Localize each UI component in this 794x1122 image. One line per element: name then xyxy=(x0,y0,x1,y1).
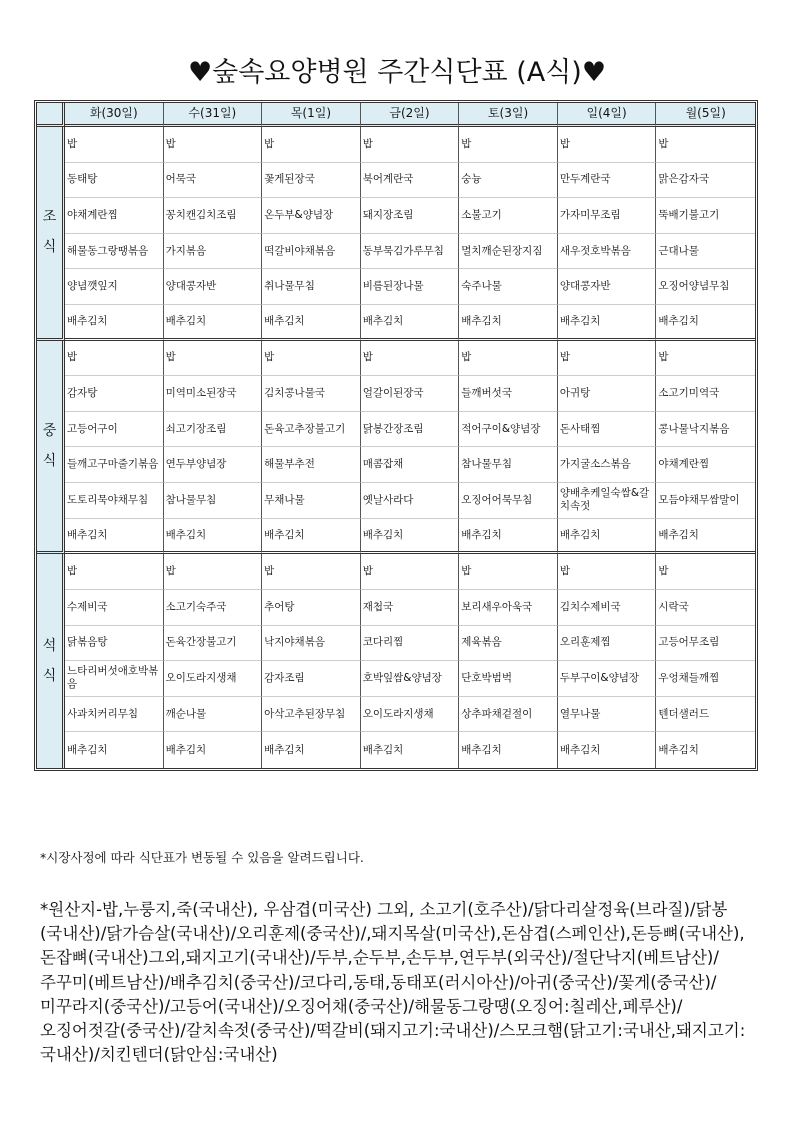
menu-cell: 근대나물 xyxy=(656,234,755,270)
menu-cell: 밥 xyxy=(361,127,460,163)
menu-cell: 낙지야채볶음 xyxy=(262,626,361,662)
menu-cell: 모듬야채무쌈말이 xyxy=(656,483,755,519)
menu-cell: 미역미소된장국 xyxy=(164,376,263,412)
menu-cell: 밥 xyxy=(65,127,164,163)
menu-cell: 시락국 xyxy=(656,590,755,626)
menu-cell: 재첩국 xyxy=(361,590,460,626)
menu-cell: 우엉채들깨찜 xyxy=(656,661,755,697)
menu-row xyxy=(37,305,755,341)
menu-cell: 추어탕 xyxy=(262,590,361,626)
menu-cell: 야채계란찜 xyxy=(656,447,755,483)
menu-cell: 밥 xyxy=(558,554,657,590)
menu-cell: 텐더샐러드 xyxy=(656,697,755,733)
day-header: 목(1일) xyxy=(262,103,361,127)
day-header: 토(3일) xyxy=(459,103,558,127)
menu-cell: 숭늉 xyxy=(459,163,558,199)
menu-cell: 열무나물 xyxy=(558,697,657,733)
day-header-row xyxy=(37,103,755,127)
menu-row xyxy=(37,590,755,626)
day-header: 수(31일) xyxy=(164,103,263,127)
menu-cell: 밥 xyxy=(164,341,263,377)
menu-cell: 밥 xyxy=(558,127,657,163)
menu-cell: 배추김치 xyxy=(361,732,460,768)
menu-cell: 밥 xyxy=(164,127,263,163)
menu-body xyxy=(37,127,755,768)
menu-cell: 숙주나물 xyxy=(459,269,558,305)
menu-cell: 만두계란국 xyxy=(558,163,657,199)
menu-cell: 동태탕 xyxy=(65,163,164,199)
menu-cell: 배추김치 xyxy=(658,743,699,756)
menu-cell: 깨순나물 xyxy=(164,697,263,733)
menu-row xyxy=(37,198,755,234)
menu-cell: 도토리묵야채무침 xyxy=(65,483,164,519)
menu-row xyxy=(37,376,755,412)
menu-row xyxy=(37,269,755,305)
menu-cell: 가지볶음 xyxy=(164,234,263,270)
menu-cell: 밥 xyxy=(558,341,657,377)
menu-cell: 소고기숙주국 xyxy=(164,590,263,626)
menu-cell: 고등어무조림 xyxy=(656,626,755,662)
menu-cell: 오징어어묵무침 xyxy=(459,483,558,519)
menu-cell: 밥 xyxy=(656,127,755,163)
menu-cell: 돼지장조림 xyxy=(361,198,460,234)
menu-cell: 밥 xyxy=(262,554,361,590)
menu-cell: 제육볶음 xyxy=(459,626,558,662)
menu-cell: 돈육고추장불고기 xyxy=(262,412,361,448)
menu-cell: 양대콩자반 xyxy=(164,269,263,305)
menu-cell: 배추김치 xyxy=(656,519,755,555)
menu-cell: 쇠고기장조림 xyxy=(164,412,263,448)
day-header: 월(5일) xyxy=(656,103,755,127)
menu-cell: 배추김치 xyxy=(65,732,164,768)
weekly-menu-table xyxy=(34,100,758,771)
menu-row xyxy=(37,412,755,448)
menu-cell: 오징어양념무침 xyxy=(656,269,755,305)
menu-cell: 비름된장나물 xyxy=(361,269,460,305)
notice-text: *시장사정에 따라 식단표가 변동될 수 있음을 알려드립니다. xyxy=(40,850,364,865)
menu-cell: 배추김치 xyxy=(459,305,558,341)
menu-cell: 감자탕 xyxy=(65,376,164,412)
menu-cell: 오이도라지생채 xyxy=(361,697,460,733)
header-corner xyxy=(37,103,65,127)
menu-cell: 아귀탕 xyxy=(558,376,657,412)
menu-cell: 배추김치 xyxy=(65,305,164,341)
menu-row xyxy=(37,661,755,697)
menu-cell: 북어계란국 xyxy=(361,163,460,199)
menu-cell: 무채나물 xyxy=(262,483,361,519)
menu-cell: 밥 xyxy=(65,554,164,590)
menu-cell: 밥 xyxy=(262,127,361,163)
menu-row xyxy=(37,554,755,590)
menu-cell: 느타리버섯애호박볶음 xyxy=(65,661,164,697)
menu-cell: 밥 xyxy=(459,127,558,163)
menu-row xyxy=(37,732,755,768)
menu-row xyxy=(37,234,755,270)
menu-cell: 배추김치 xyxy=(262,732,361,768)
menu-cell: 해물부추전 xyxy=(262,447,361,483)
menu-cell: 김치콩나물국 xyxy=(262,376,361,412)
menu-cell: 배추김치 xyxy=(262,519,361,555)
menu-cell: 소고기미역국 xyxy=(656,376,755,412)
menu-cell: 밥 xyxy=(361,554,460,590)
menu-cell: 고등어구이 xyxy=(65,412,164,448)
menu-cell: 코다리찜 xyxy=(361,626,460,662)
menu-cell: 닭볶음탕 xyxy=(65,626,164,662)
menu-cell: 배추김치 xyxy=(361,305,460,341)
menu-cell: 소불고기 xyxy=(459,198,558,234)
menu-cell: 오리훈제찜 xyxy=(558,626,657,662)
menu-cell: 오이도라지생채 xyxy=(164,661,263,697)
menu-cell: 수제비국 xyxy=(65,590,164,626)
menu-cell: 밥 xyxy=(361,341,460,377)
menu-cell: 꽁치캔김치조림 xyxy=(164,198,263,234)
origin-info: *원산지-밥,누룽지,죽(국내산), 우삼겹(미국산) 그외, 소고기(호주산)/닭다리살정육(브라질)/닭봉(국내산)/닭가슴살(국내산)/오리훈제(중국산)/,돼지목살(미국산),돈삼겹(스페인산),돈등뼈(국내산),돈잡뼈(국내산)그외,돼지고기(국내산)/두부,순두부,손두부,연두부(외국산)/절단낙지(베트남산)/주꾸미(베트남산)/배추김치(중국산)/코다리,동태,동태포(러시아산)/아귀(중국산)/꽃게(중국산)/미꾸라지(중국산)/고등어(국내산)/오징어채(중국산)/해물동그랑땡(오징어:칠레산,페루산)/오징어젓갈(중국산)/갈치속젓(중국산)/떡갈비(돼지고기:국내산)/스모크햄(닭고기:국내산,돼지고기:국내산)/치킨텐더(닭안심:국내산) xyxy=(40,900,746,1065)
menu-row xyxy=(37,697,755,733)
menu-cell: 배추김치 xyxy=(656,305,755,341)
day-header: 일(4일) xyxy=(558,103,657,127)
menu-cell: 밥 xyxy=(656,341,755,377)
menu-cell: 배추김치 xyxy=(65,519,164,555)
menu-row xyxy=(37,127,755,163)
menu-row xyxy=(37,341,755,377)
menu-cell: 배추김치 xyxy=(558,732,657,768)
menu-cell: 가자미무조림 xyxy=(558,198,657,234)
menu-cell: 단호박범벅 xyxy=(459,661,558,697)
menu-cell: 뚝배기불고기 xyxy=(656,198,755,234)
menu-cell: 밥 xyxy=(656,554,755,590)
menu-cell: 매콤잡채 xyxy=(361,447,460,483)
menu-cell: 아삭고추된장무침 xyxy=(262,697,361,733)
menu-cell: 배추김치 xyxy=(164,305,263,341)
menu-cell: 콩나물낙지볶음 xyxy=(656,412,755,448)
menu-row xyxy=(37,626,755,662)
menu-cell: 배추김치 xyxy=(459,519,558,555)
menu-cell: 참나물무침 xyxy=(459,447,558,483)
menu-cell: 배추김치 xyxy=(164,732,263,768)
menu-cell: 두부구이&양념장 xyxy=(558,661,657,697)
menu-cell: 배추김치 xyxy=(361,519,460,555)
menu-row xyxy=(37,163,755,199)
menu-cell: 배추김치 xyxy=(558,519,657,555)
menu-cell: 상추파채겉절이 xyxy=(459,697,558,733)
page-title: ♥숲속요양병원 주간식단표 (A식)♥ xyxy=(187,57,607,88)
menu-cell: 온두부&양념장 xyxy=(262,198,361,234)
menu-cell: 참나물무침 xyxy=(164,483,263,519)
menu-cell: 밥 xyxy=(459,341,558,377)
menu-cell: 들깨버섯국 xyxy=(459,376,558,412)
menu-cell: 닭봉간장조림 xyxy=(361,412,460,448)
menu-cell: 양배추케일숙쌈&갈치속젓 xyxy=(558,483,657,519)
menu-cell: 적어구이&양념장 xyxy=(459,412,558,448)
menu-cell: 배추김치 xyxy=(262,305,361,341)
menu-cell: 호박잎쌈&양념장 xyxy=(361,661,460,697)
menu-cell: 배추김치 xyxy=(164,519,263,555)
menu-cell: 떡갈비야채볶음 xyxy=(262,234,361,270)
meal-label: 중 식 xyxy=(37,341,65,555)
menu-cell: 사과치커리무침 xyxy=(65,697,164,733)
day-header: 금(2일) xyxy=(361,103,460,127)
menu-cell: 취나물무침 xyxy=(262,269,361,305)
menu-row xyxy=(37,519,755,555)
menu-cell: 보리새우아욱국 xyxy=(459,590,558,626)
menu-cell: 밥 xyxy=(262,341,361,377)
menu-row xyxy=(37,483,755,519)
menu-cell: 들깨고구마줄기볶음 xyxy=(65,447,164,483)
day-header: 화(30일) xyxy=(65,103,164,127)
meal-label: 석 식 xyxy=(37,554,65,768)
meal-label: 조 식 xyxy=(37,127,65,341)
menu-cell: 김치수제비국 xyxy=(558,590,657,626)
menu-cell: 밥 xyxy=(164,554,263,590)
menu-cell: 연두부양념장 xyxy=(164,447,263,483)
menu-cell: 밥 xyxy=(459,554,558,590)
menu-cell: 얼갈이된장국 xyxy=(361,376,460,412)
menu-cell: 해물동그랑땡볶음 xyxy=(65,234,164,270)
menu-cell: 동부묵김가루무침 xyxy=(361,234,460,270)
menu-cell: 꽃게된장국 xyxy=(262,163,361,199)
menu-cell: 밥 xyxy=(65,341,164,377)
menu-cell: 멸치깨순된장지짐 xyxy=(459,234,558,270)
menu-cell: 가지굴소스볶음 xyxy=(558,447,657,483)
menu-cell: 어묵국 xyxy=(164,163,263,199)
menu-cell: 양대콩자반 xyxy=(558,269,657,305)
menu-cell: 돈사태찜 xyxy=(558,412,657,448)
menu-cell: 새우젓호박볶음 xyxy=(558,234,657,270)
menu-cell: 옛날사라다 xyxy=(361,483,460,519)
menu-cell: 배추김치 xyxy=(558,305,657,341)
menu-cell: 양념깻잎지 xyxy=(65,269,164,305)
menu-cell: 감자조림 xyxy=(262,661,361,697)
menu-cell: 배추김치 xyxy=(459,732,558,768)
menu-cell: 야채계란찜 xyxy=(65,198,164,234)
menu-cell: 돈육간장불고기 xyxy=(164,626,263,662)
menu-cell: 맑은감자국 xyxy=(656,163,755,199)
menu-row xyxy=(37,447,755,483)
